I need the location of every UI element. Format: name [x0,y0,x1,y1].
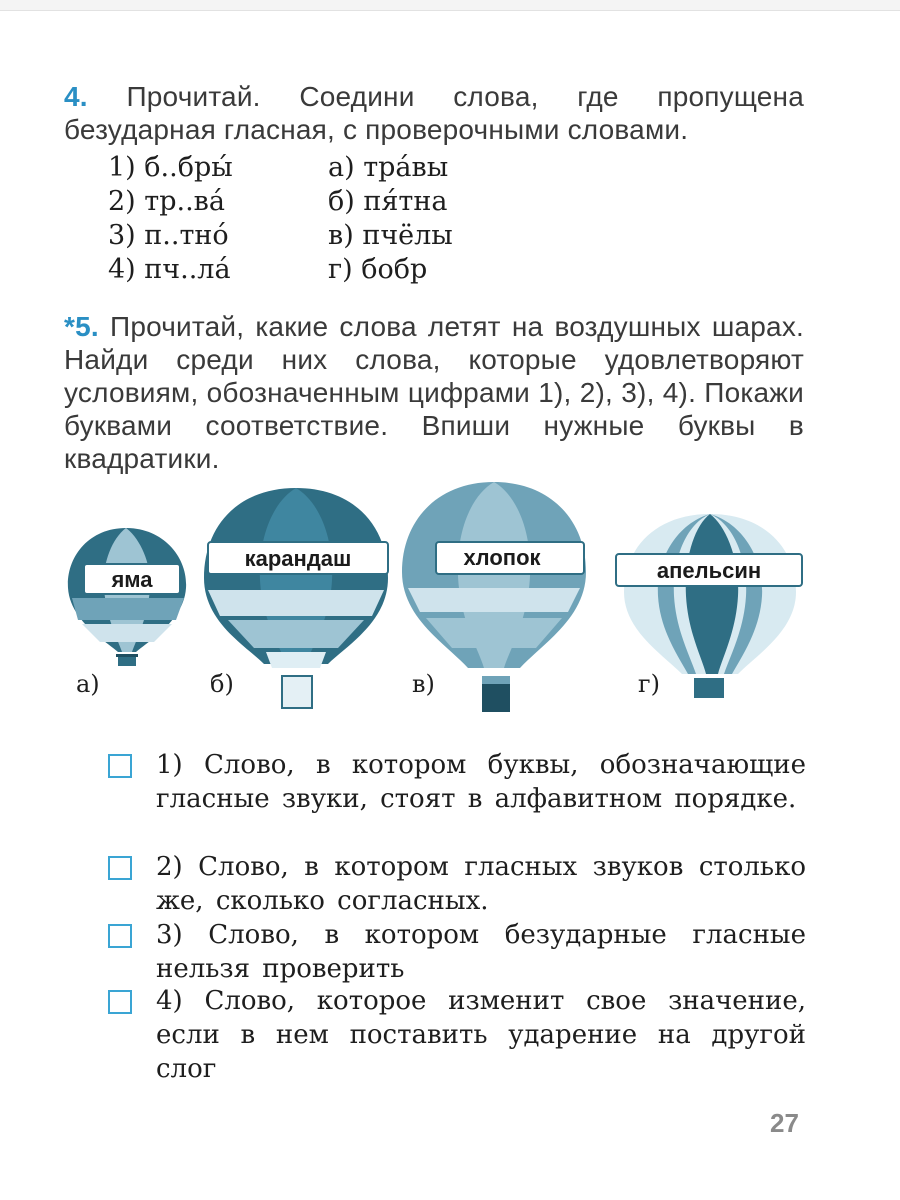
page-number: 27 [770,1108,799,1138]
balloon-b-letter: б) [210,670,234,698]
balloon-a [68,528,186,666]
balloon-d-letter: г) [638,670,660,698]
balloons-illustration [58,480,818,720]
check-word: в) пчёлы [328,220,453,251]
balloon-c-word: хлопок [463,545,541,570]
balloon-c-letter: в) [412,670,435,698]
task-4-number: 4. [64,81,88,112]
task-5-instruction [64,310,804,475]
word-with-gap: 3) п..тно́ [108,220,229,251]
check-word: а) тра́вы [328,152,449,183]
task-4-text: Прочитай. Соедини слова, где пропущена безударная гласная, с проверочными словами. [64,81,804,145]
condition-text: 3) Слово, в котором безударные гласные нельзя проверить [156,920,806,984]
word-with-gap: 1) б..бры́ [108,152,233,183]
page-top-edge [0,0,900,11]
balloon-a-letter: а) [76,670,100,698]
word-with-gap: 4) пч..ла́ [108,254,231,285]
condition-text: 1) Слово, в котором буквы, обозначающие гласные звуки, стоят в алфавитном порядке. [156,750,806,814]
balloon-d-word: апельсин [656,558,762,583]
task-5-text: Прочитай, какие слова летят на воздушных шарах. Найди среди них слова, которые удовлетворяют условиям, обозначенным цифрами 1), 2), 3), 4). Покажи буквами соответствие. Впиши нужные буквы в квадратики. [64,311,804,474]
balloon-b-word: карандаш [244,546,352,571]
answer-box[interactable] [108,990,132,1014]
answer-box[interactable] [108,924,132,948]
balloons-svg [58,480,818,720]
task-4-instruction [64,80,804,146]
balloon-a-word: яма [111,567,153,592]
answer-box[interactable] [108,754,132,778]
word-with-gap: 2) тр..ва́ [108,186,225,217]
check-word: г) бобр [328,254,428,285]
answer-box[interactable] [108,856,132,880]
condition-text: 2) Слово, в котором гласных звуков столько же, сколько согласных. [156,852,806,916]
condition-text: 4) Слово, которое изменит свое значение, если в нем поставить ударение на другой слог [156,986,806,1084]
check-word: б) пя́тна [328,186,448,217]
task-5-number: *5. [64,311,99,342]
